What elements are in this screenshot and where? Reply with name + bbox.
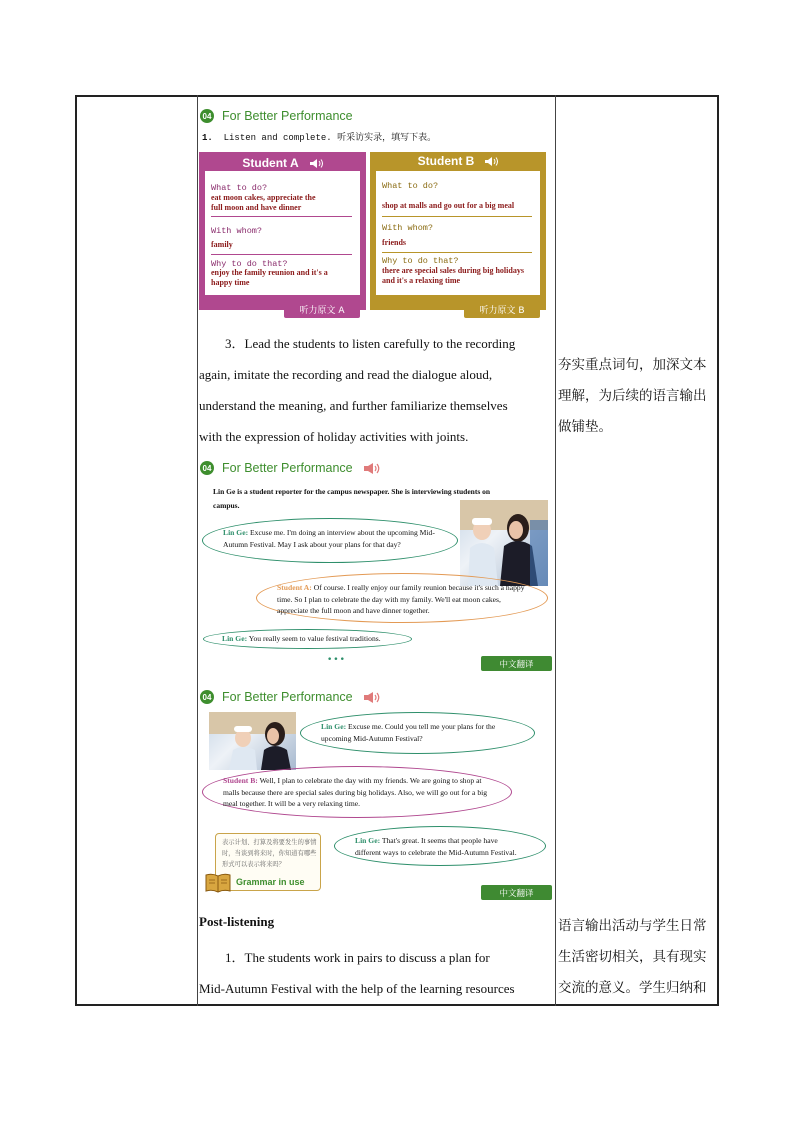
answer-what-1: eat moon cakes, appreciate the — [211, 193, 316, 202]
side-note-2-line: 交流的意义。学生归纳和 — [558, 980, 707, 996]
answer-why-1: enjoy the family reunion and it's a — [211, 268, 328, 277]
scene-intro-line: Lin Ge is a student reporter for the campus newspaper. She is interviewing students on — [213, 487, 491, 496]
dialogue-bubble-lin-ge-4 — [334, 826, 546, 866]
side-note-1-line: 理解，为后续的语言输出 — [558, 388, 707, 404]
side-note-1-line: 夯实重点词句，加深文本 — [558, 357, 707, 373]
dialogue-text: You really seem to value festival traditions. — [248, 634, 381, 643]
step3-line-1: 3．Lead the students to listen carefully to the recording — [225, 336, 516, 351]
dialogue-bubble-lin-ge-2 — [203, 629, 412, 649]
listening-script-b-button[interactable]: 听力原文 B — [464, 301, 540, 318]
instruction-en: Listen and complete. — [223, 133, 332, 143]
dialogue-text: Excuse me. I'm doing an interview about the upcoming Mid-Autumn Festival. May I ask about your plans for that day? — [223, 528, 435, 549]
interview-photo-2 — [209, 712, 296, 770]
question-whom: With whom? — [382, 223, 434, 233]
post-listening-heading: Post-listening — [199, 914, 275, 929]
post-listening-paragraph — [199, 942, 544, 1004]
grammar-label: Grammar in use — [236, 877, 305, 887]
side-note-2-line: 语言输出活动与学生日常 — [558, 918, 707, 934]
more-dots: ••• — [327, 655, 346, 665]
speaker-icon[interactable] — [363, 462, 381, 475]
grammar-tip-text: 表示计划、打算及将要发生的事情时，当谈到将来时，你知道有哪些形式可以表示将来吗？ — [222, 839, 317, 868]
instruction-number: 1. — [202, 133, 213, 143]
step3-line-3: understand the meaning, and further familiarize themselves — [199, 398, 508, 413]
book-icon — [204, 872, 232, 894]
side-note-1 — [558, 350, 718, 443]
question-why: Why to do that? — [382, 256, 459, 266]
slide-number-badge: 04 — [200, 690, 214, 704]
speaker-icon[interactable] — [363, 691, 381, 704]
answer-whom: family — [211, 240, 233, 249]
slide1-header — [200, 106, 353, 126]
side-note-2-line: 生活密切相关，具有现实 — [558, 949, 707, 965]
slide-number-badge: 04 — [200, 109, 214, 123]
speaker-name: Lin Ge: — [222, 634, 248, 643]
chinese-translation-button[interactable]: 中文翻译 — [481, 656, 552, 671]
scene-intro-line: campus. — [213, 501, 240, 510]
slide3-header — [200, 687, 381, 707]
slide-title: For Better Performance — [222, 690, 353, 704]
slide-title: For Better Performance — [222, 109, 353, 123]
listening-script-a-button[interactable]: 听力原文 A — [284, 301, 360, 318]
listening-instruction — [202, 130, 436, 143]
speaker-icon[interactable] — [484, 156, 498, 167]
side-note-2 — [558, 911, 718, 1004]
slide2-header — [200, 458, 381, 478]
speaker-name: Lin Ge: — [223, 528, 249, 537]
dialogue-text: That's great. It seems that people have different ways to celebrate the Mid-Autumn Festival. — [355, 836, 517, 857]
side-note-1-line: 做铺垫。 — [558, 419, 612, 435]
dialogue-bubble-student-b — [202, 766, 512, 818]
student-b-notepad — [370, 152, 546, 316]
interview-photo-art — [209, 712, 296, 770]
answer-whom: friends — [382, 238, 406, 247]
speaker-name: Lin Ge: — [321, 722, 347, 731]
post-listening-line-2: Mid-Autumn Festival with the help of the learning resources — [199, 981, 515, 996]
speaker-name: Student B: — [223, 776, 258, 785]
step3-paragraph — [199, 328, 544, 452]
dialogue-bubble-lin-ge-3 — [300, 712, 535, 754]
step3-line-2: again, imitate the recording and read the dialogue aloud, — [199, 367, 493, 382]
answer-why-2: happy time — [211, 278, 250, 287]
dialogue-text: Excuse me. Could you tell me your plans for the upcoming Mid-Autumn Festival? — [321, 722, 496, 743]
speaker-icon[interactable] — [309, 158, 323, 169]
question-whom: With whom? — [211, 226, 263, 236]
interview-photo-art — [460, 500, 548, 586]
slide-number-badge: 04 — [200, 461, 214, 475]
instruction-zh: 听采访实录，填写下表。 — [337, 133, 437, 143]
chinese-translation-button[interactable]: 中文翻译 — [481, 885, 552, 900]
student-b-header: Student B — [370, 152, 546, 170]
dialogue-bubble-student-a — [256, 573, 548, 623]
post-listening-line-1: 1．The students work in pairs to discuss a plan for — [225, 950, 490, 965]
speaker-name: Student A: — [277, 583, 312, 592]
slide-title: For Better Performance — [222, 461, 353, 475]
column-divider-left — [197, 95, 198, 1006]
dialogue-bubble-lin-ge-1 — [202, 518, 458, 563]
question-what: What to do? — [382, 181, 439, 191]
interview-photo — [460, 500, 548, 586]
answer-what-2: full moon and have dinner — [211, 203, 302, 212]
dialogue-text: Of course. I really enjoy our family reunion because it's such a happy time. So I plan to celebrate the day with my family. We'll eat moon cakes, appreciate the full moon and have dinner together. — [277, 583, 525, 615]
question-why: Why to do that? — [211, 259, 288, 269]
answer-what: shop at malls and go out for a big meal — [382, 201, 515, 210]
question-what: What to do? — [211, 183, 268, 193]
dialogue-text: Well, I plan to celebrate the day with my friends. We are going to shop at malls because there are special sales during big holidays. Also, we will go out for a big meal together. It will be a very relaxing time. — [223, 776, 488, 808]
step3-line-4: with the expression of holiday activities with joints. — [199, 429, 469, 444]
answer-why-2: and it's a relaxing time — [382, 276, 461, 285]
column-divider-right — [555, 95, 556, 1006]
student-a-notepad — [199, 152, 366, 316]
speaker-name: Lin Ge: — [355, 836, 381, 845]
student-a-header: Student A — [199, 152, 366, 174]
answer-why-1: there are special sales during big holidays — [382, 266, 524, 275]
